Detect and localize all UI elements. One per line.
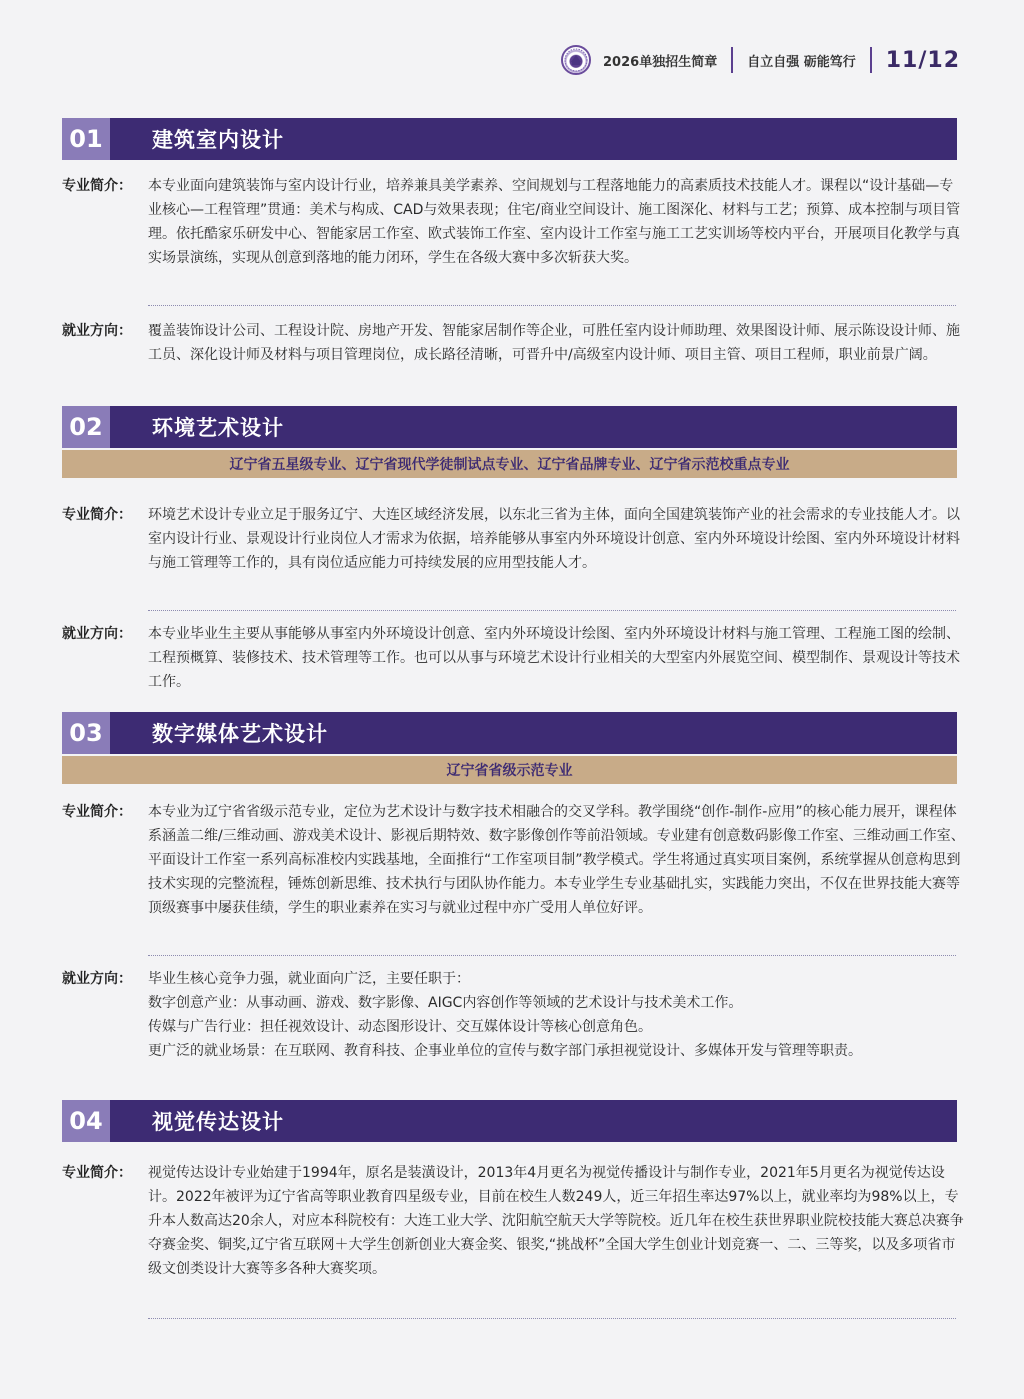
intro-text: 视觉传达设计专业始建于1994年，原名是装潢设计，2013年4月更名为视觉传播设计与制作专业，2021年5月更名为视觉传达设计。2022年被评为辽宁省高等职业教育四星级专业，目前在校生人数249人，近三年招生率达97%以上，就业率均为98%以上，专升本人数高达20余人，对应本科院校有：大连工业大学、沈阳航空航天大学等院校。近几年在校生获世界职业院校技能大赛总决赛争夺赛金奖、铜奖,辽宁省互联网＋大学生创新创业大赛金奖、银奖,“挑战杯”全国大学生创业计划竞赛一、二、三等奖，以及多项省市级文创类设计大赛等多各种大赛奖项。: [148, 1165, 964, 1277]
intro-block-04: [62, 1161, 967, 1281]
intro-label: 专业简介：: [62, 804, 132, 820]
career-block-03: [62, 967, 967, 1063]
intro-label: 专业简介：: [62, 1165, 132, 1181]
honors-tag-bar: 辽宁省五星级专业、辽宁省现代学徒制试点专业、辽宁省品牌专业、辽宁省示范校重点专业: [62, 450, 957, 478]
brochure-title: 2026单独招生简章: [603, 54, 718, 70]
header-divider: [731, 47, 733, 73]
intro-block-02: [62, 503, 967, 575]
section-title: 环境艺术设计: [152, 416, 284, 440]
section-header-01: [62, 118, 957, 160]
school-slogan: 自立自强 砺能笃行: [747, 54, 856, 70]
dotted-divider: [148, 1318, 956, 1319]
intro-label: 专业简介：: [62, 507, 132, 523]
career-line: 数字创意产业：从事动画、游戏、数字影像、AIGC内容创作等领域的艺术设计与技术美术工作。: [148, 995, 743, 1011]
honors-tag-bar: 辽宁省省级示范专业: [62, 756, 957, 784]
section-title: 建筑室内设计: [152, 128, 284, 152]
section-title: 数字媒体艺术设计: [152, 722, 328, 746]
page-header: [561, 40, 960, 80]
section-number: 04: [62, 1100, 110, 1142]
intro-block-01: [62, 174, 967, 270]
intro-text: 本专业为辽宁省省级示范专业，定位为艺术设计与数字技术相融合的交叉学科。教学围绕“创作-制作-应用”的核心能力展开，课程体系涵盖二维/三维动画、游戏美术设计、影视后期特效、数字影像创作等前沿领域。专业建有创意数码影像工作室、三维动画工作室、平面设计工作室一系列高标准校内实践基地，全面推行“工作室项目制”教学模式。学生将通过真实项目案例，系统掌握从创意构思到技术实现的完整流程，锤炼创新思维、技术执行与团队协作能力。本专业学生专业基础扎实，实践能力突出，不仅在世界技能大赛等顶级赛事中屡获佳绩，学生的职业素养在实习与就业过程中亦广受用人单位好评。: [148, 804, 965, 916]
career-block-02: [62, 622, 967, 694]
career-label: 就业方向：: [62, 626, 132, 642]
career-text: 本专业毕业生主要从事能够从事室内外环境设计创意、室内外环境设计绘图、室内外环境设计材料与施工管理、工程施工图的绘制、工程预概算、装修技术、技术管理等工作。也可以从事与环境艺术设计行业相关的大型室内外展览空间、模型制作、景观设计等技术工作。: [148, 626, 960, 690]
section-header-04: [62, 1100, 957, 1142]
dotted-divider: [148, 610, 956, 611]
career-text: 覆盖装饰设计公司、工程设计院、房地产开发、智能家居制作等企业，可胜任室内设计师助理、效果图设计师、展示陈设设计师、施工员、深化设计师及材料与项目管理岗位，成长路径清晰，可晋升中/高级室内设计师、项目主管、项目工程师，职业前景广阔。: [148, 323, 960, 363]
intro-text: 环境艺术设计专业立足于服务辽宁、大连区域经济发展，以东北三省为主体，面向全国建筑装饰产业的社会需求的专业技能人才。以室内设计行业、景观设计行业岗位人才需求为依据，培养能够从事室内外环境设计创意、室内外环境设计绘图、室内外环境设计材料与施工管理等工作的，具有岗位适应能力可持续发展的应用型技能人才。: [148, 507, 960, 571]
dotted-divider: [148, 955, 956, 956]
school-logo-icon: [561, 45, 591, 75]
section-header-02: [62, 406, 957, 448]
career-line: 更广泛的就业场景：在互联网、教育科技、企事业单位的宣传与数字部门承担视觉设计、多媒体开发与管理等职责。: [148, 1043, 862, 1059]
career-line: 传媒与广告行业：担任视效设计、动态图形设计、交互媒体设计等核心创意角色。: [148, 1019, 652, 1035]
intro-label: 专业简介：: [62, 178, 132, 194]
intro-text: 本专业面向建筑装饰与室内设计行业，培养兼具美学素养、空间规划与工程落地能力的高素质技术技能人才。课程以“设计基础—专业核心—工程管理”贯通：美术与构成、CAD与效果表现；住宅/商业空间设计、施工图深化、材料与工艺；预算、成本控制与项目管理。依托酷家乐研发中心、智能家居工作室、欧式装饰工作室、室内设计工作室与施工工艺实训场等校内平台，开展项目化教学与真实场景演练，实现从创意到落地的能力闭环，学生在各级大赛中多次斩获大奖。: [148, 178, 961, 266]
career-line: 毕业生核心竞争力强，就业面向广泛，主要任职于：: [148, 971, 470, 987]
section-title: 视觉传达设计: [152, 1110, 284, 1134]
career-label: 就业方向：: [62, 971, 132, 987]
section-header-03: [62, 712, 957, 754]
header-divider: [870, 47, 872, 73]
dotted-divider: [148, 305, 956, 306]
section-number: 03: [62, 712, 110, 754]
section-number: 01: [62, 118, 110, 160]
page-number: 11/12: [885, 47, 960, 73]
intro-block-03: [62, 800, 967, 920]
career-label: 就业方向：: [62, 323, 132, 339]
section-number: 02: [62, 406, 110, 448]
career-block-01: [62, 319, 967, 367]
career-text: [148, 967, 967, 1063]
